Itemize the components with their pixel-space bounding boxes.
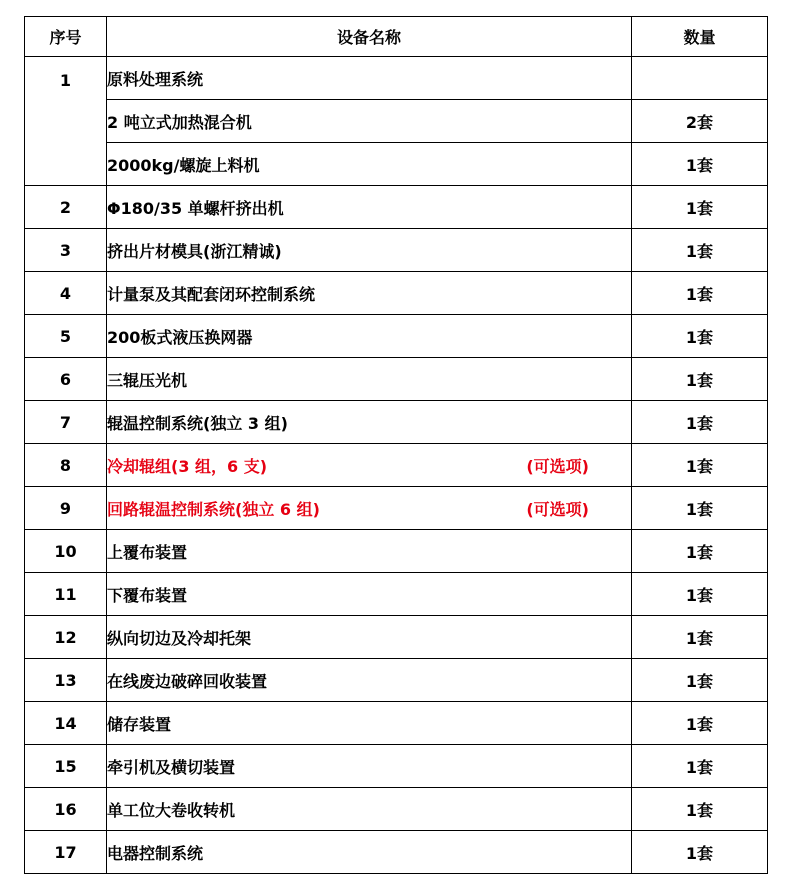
row-no: 5 — [25, 315, 107, 358]
row-qty: 1套 — [632, 659, 768, 702]
equipment-table — [24, 16, 768, 874]
row-name-cell — [107, 315, 632, 358]
row-no: 11 — [25, 573, 107, 616]
row-name-cell — [107, 186, 632, 229]
row-name: 下覆布装置 — [107, 585, 188, 605]
row-qty: 1套 — [632, 616, 768, 659]
row-name-wrap — [107, 411, 631, 434]
table-row — [25, 143, 768, 186]
row-name: 电器控制系统 — [107, 843, 204, 863]
row-name-wrap — [107, 669, 631, 692]
row-name: Φ180/35 单螺杆挤出机 — [107, 198, 284, 218]
row-name-wrap — [107, 368, 631, 391]
row-qty: 1套 — [632, 487, 768, 530]
row-optional-note: (可选项) — [526, 456, 589, 476]
row-qty: 2套 — [632, 100, 768, 143]
table-row — [25, 444, 768, 487]
table-row — [25, 57, 768, 100]
row-no: 7 — [25, 401, 107, 444]
table-row — [25, 788, 768, 831]
table-row — [25, 573, 768, 616]
header-row — [25, 17, 768, 57]
row-name-wrap — [107, 755, 631, 778]
row-qty: 1套 — [632, 702, 768, 745]
row-no: 9 — [25, 487, 107, 530]
table-row — [25, 272, 768, 315]
table-row — [25, 229, 768, 272]
row-name: 回路辊温控制系统(独立 6 组) — [107, 499, 320, 519]
row-qty: 1套 — [632, 831, 768, 874]
table-row — [25, 315, 768, 358]
row-no: 16 — [25, 788, 107, 831]
row-qty: 1套 — [632, 186, 768, 229]
row-name: 挤出片材模具(浙江精诚) — [107, 241, 282, 261]
row-name-cell — [107, 487, 632, 530]
row-no: 2 — [25, 186, 107, 229]
row-qty — [632, 57, 768, 100]
row-name-wrap — [107, 239, 631, 262]
row-no: 6 — [25, 358, 107, 401]
row-name-cell — [107, 788, 632, 831]
row-qty: 1套 — [632, 315, 768, 358]
row-name-wrap — [107, 798, 631, 821]
row-name-cell — [107, 573, 632, 616]
row-name: 单工位大卷收转机 — [107, 800, 236, 820]
row-name-cell — [107, 616, 632, 659]
row-name: 200板式液压换网器 — [107, 327, 253, 347]
row-qty: 1套 — [632, 745, 768, 788]
row-name: 辊温控制系统(独立 3 组) — [107, 413, 288, 433]
row-no: 10 — [25, 530, 107, 573]
row-name: 冷却辊组(3 组，6 支) — [107, 456, 268, 476]
row-name: 计量泵及其配套闭环控制系统 — [107, 284, 316, 304]
row-qty: 1套 — [632, 358, 768, 401]
row-name: 在线废边破碎回收装置 — [107, 671, 268, 691]
row-name-wrap — [107, 196, 631, 219]
row-name-cell — [107, 229, 632, 272]
header-qty: 数量 — [632, 17, 768, 57]
row-name-wrap — [107, 282, 631, 305]
row-no: 12 — [25, 616, 107, 659]
table-row — [25, 702, 768, 745]
row-no: 4 — [25, 272, 107, 315]
row-name-cell — [107, 530, 632, 573]
row-name-wrap — [107, 497, 631, 520]
row-qty: 1套 — [632, 272, 768, 315]
row-name: 上覆布装置 — [107, 542, 188, 562]
row-name-wrap — [107, 325, 631, 348]
row-qty: 1套 — [632, 229, 768, 272]
row-no: 15 — [25, 745, 107, 788]
table-row — [25, 530, 768, 573]
row-name: 2000kg/螺旋上料机 — [107, 143, 632, 186]
row-name-wrap — [107, 540, 631, 563]
row-name-cell — [107, 702, 632, 745]
row-name: 2 吨立式加热混合机 — [107, 100, 632, 143]
row-name-wrap — [107, 583, 631, 606]
table-row — [25, 831, 768, 874]
row-no: 17 — [25, 831, 107, 874]
row-name-cell — [107, 272, 632, 315]
row-name: 原料处理系统 — [107, 57, 632, 100]
row-name-wrap — [107, 841, 631, 864]
header-name: 设备名称 — [107, 17, 632, 57]
table-row — [25, 358, 768, 401]
row-name-cell — [107, 401, 632, 444]
row-name-cell — [107, 831, 632, 874]
row-no: 3 — [25, 229, 107, 272]
row-qty: 1套 — [632, 444, 768, 487]
row-name-cell — [107, 745, 632, 788]
row-optional-note: (可选项) — [526, 499, 589, 519]
row-no: 13 — [25, 659, 107, 702]
table-row — [25, 186, 768, 229]
row-qty: 1套 — [632, 573, 768, 616]
row-name-cell — [107, 358, 632, 401]
row-name-wrap — [107, 626, 631, 649]
table-row — [25, 745, 768, 788]
row-qty: 1套 — [632, 530, 768, 573]
row-qty: 1套 — [632, 788, 768, 831]
row-qty: 1套 — [632, 401, 768, 444]
row-name-cell — [107, 444, 632, 487]
table-row — [25, 487, 768, 530]
row-no: 1 — [25, 57, 107, 186]
table-row — [25, 616, 768, 659]
row-name: 三辊压光机 — [107, 370, 188, 390]
row-name: 牵引机及横切装置 — [107, 757, 236, 777]
row-name-wrap — [107, 712, 631, 735]
table-row — [25, 100, 768, 143]
row-name-cell — [107, 659, 632, 702]
row-name: 储存装置 — [107, 714, 172, 734]
row-name-wrap — [107, 454, 631, 477]
row-qty: 1套 — [632, 143, 768, 186]
table-row — [25, 401, 768, 444]
row-no: 8 — [25, 444, 107, 487]
row-no: 14 — [25, 702, 107, 745]
table-row — [25, 659, 768, 702]
header-no: 序号 — [25, 17, 107, 57]
row-name: 纵向切边及冷却托架 — [107, 628, 252, 648]
